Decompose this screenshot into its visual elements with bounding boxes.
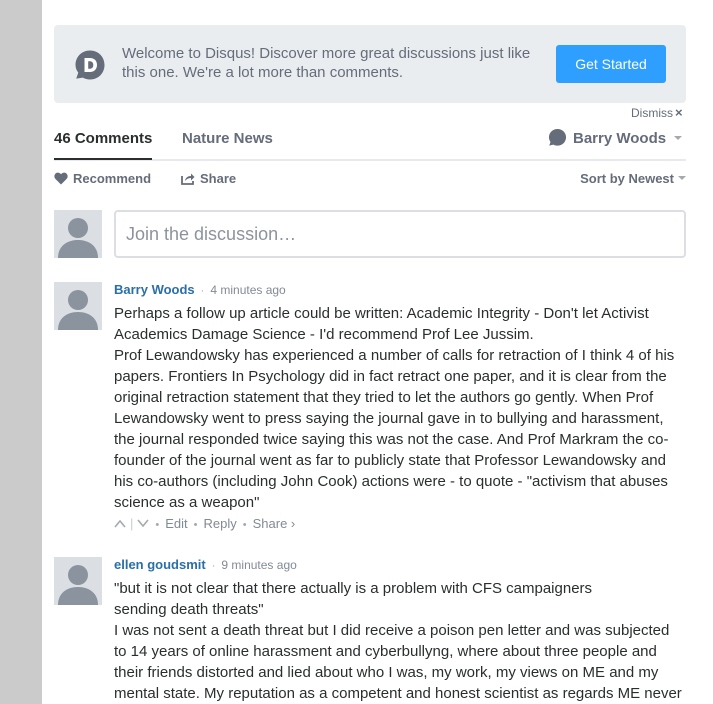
disqus-logo-icon	[74, 49, 106, 81]
active-tab-indicator	[54, 158, 152, 160]
comment-header	[114, 557, 686, 576]
share-link[interactable]: Share ›	[252, 516, 296, 531]
join-discussion-input[interactable]	[114, 210, 686, 258]
tab-comments[interactable]: 46 Comments	[54, 130, 153, 147]
user-chat-icon	[548, 128, 567, 147]
comment-header	[114, 282, 686, 301]
actions-bar	[54, 171, 686, 191]
edit-link[interactable]: Edit	[165, 516, 188, 531]
user-menu[interactable]	[548, 128, 682, 147]
avatar	[54, 210, 102, 258]
dismiss-label: Dismiss	[631, 106, 673, 120]
vote-divider: |	[130, 516, 134, 531]
comment-text	[114, 303, 686, 513]
welcome-message: Welcome to Disqus! Discover more great discussions just like this one. We're a lot more than comments.	[122, 45, 531, 81]
share-label: Share	[200, 171, 237, 186]
share-button[interactable]	[181, 171, 236, 186]
comment-timestamp[interactable]: 9 minutes ago	[221, 558, 297, 572]
separator-dot: •	[242, 519, 247, 531]
avatar[interactable]	[54, 282, 102, 330]
heart-icon	[54, 172, 68, 185]
chevron-down-icon	[678, 176, 686, 180]
sort-dropdown[interactable]	[580, 171, 686, 186]
reply-link[interactable]: Reply	[203, 516, 237, 531]
comment-author[interactable]: Barry Woods	[114, 282, 195, 297]
separator-dot: ·	[211, 560, 216, 572]
comment-author[interactable]: ellen goudsmit	[114, 557, 206, 572]
dismiss-button[interactable]	[631, 105, 683, 120]
separator-dot: •	[193, 519, 198, 531]
share-icon	[181, 172, 195, 185]
comment-paragraph: sending death threats"	[114, 601, 264, 618]
comment-paragraph: Perhaps a follow up article could be written: Academic Integrity - Don't let Activist Academics Damage Science - I'd recommend Prof Lee Jussim.	[114, 305, 649, 343]
recommend-label: Recommend	[73, 171, 152, 186]
tab-community[interactable]: Nature News	[182, 130, 273, 147]
comment-body	[114, 557, 686, 704]
comment-paragraph: I was not sent a death threat but I did receive a poison pen letter and was subjected to 14 years of online harassment and cyberbullyng, where about three people and their friends distorted and lied about who I was, my work, my views on ME and my mental state. My reputation as a competent and honest scientist as regards ME never	[114, 622, 682, 702]
comment-footer	[114, 516, 686, 534]
welcome-banner	[54, 25, 686, 103]
separator-dot: •	[155, 519, 160, 531]
avatar[interactable]	[54, 557, 102, 605]
downvote-icon[interactable]	[137, 519, 149, 528]
comment-timestamp[interactable]: 4 minutes ago	[210, 283, 286, 297]
upvote-icon[interactable]	[114, 519, 126, 528]
recommend-button[interactable]	[54, 171, 151, 186]
sort-label: Sort by Newest	[580, 171, 674, 186]
get-started-button[interactable]: Get Started	[556, 45, 666, 83]
comment-paragraph: "but it is not clear that there actually is a problem with CFS campaigners	[114, 580, 593, 597]
comment-paragraph: Prof Lewandowsky has experienced a number of calls for retraction of I think 4 of his papers. Frontiers In Psychology did in fact retract one paper, and it is clear from the original retraction statement that they tried to let the authors go gently. When Prof Lewandowsky went to press saying the journal gave in to bullying and harassment, the journal responded twice saying this was not the case. And Prof Markram the co-founder of the journal went as far to publicly state that Professor Lewandowsky and his co-authors (including John Cook) actions were - to quote - "activism that abuses science as a weapon"	[114, 347, 675, 511]
comment-text	[114, 578, 686, 704]
chevron-down-icon	[674, 136, 682, 140]
separator-dot: ·	[200, 285, 205, 297]
comment-body	[114, 282, 686, 534]
left-gutter	[0, 0, 42, 704]
close-icon: ×	[675, 105, 683, 120]
user-name: Barry Woods	[573, 130, 667, 147]
discussion-nav	[54, 120, 686, 161]
